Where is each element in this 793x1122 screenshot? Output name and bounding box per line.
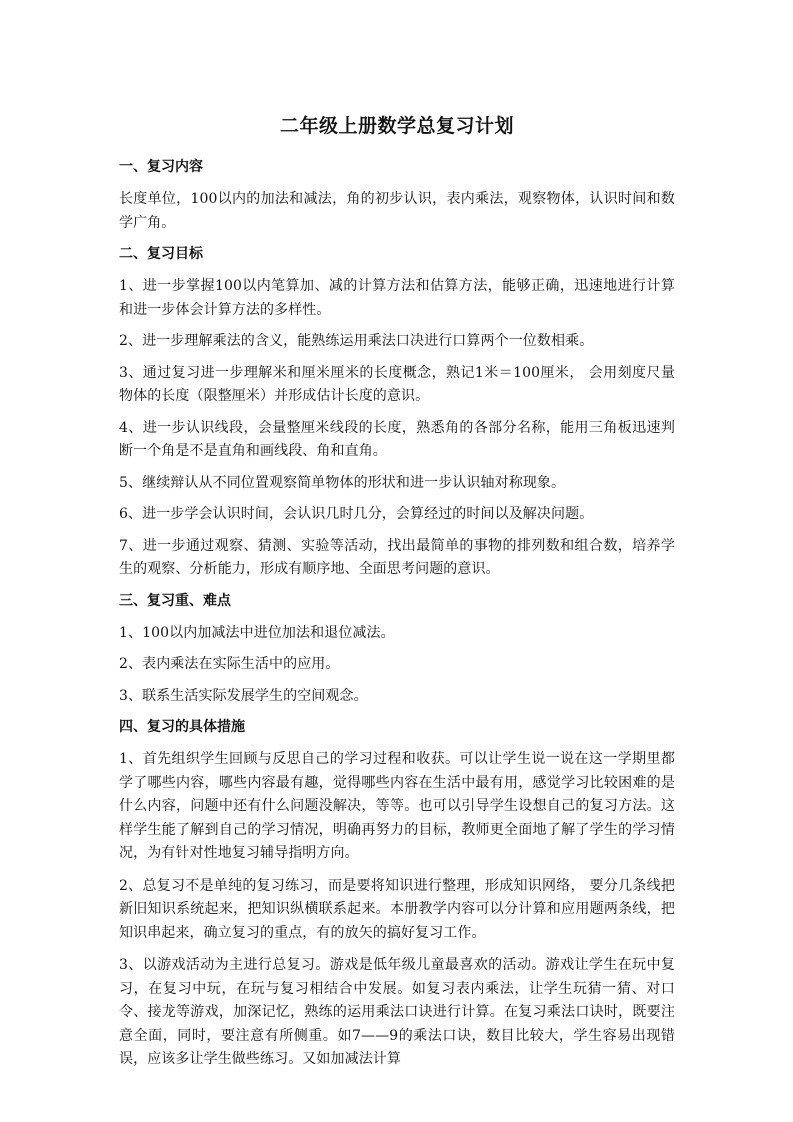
section-heading: 一、复习内容: [119, 159, 203, 175]
paragraph: 长度单位，100以内的加法和减法，角的初步认识，表内乘法，观察物体，认识时间和数学广角。: [119, 191, 675, 231]
section-key-difficult-points: [119, 590, 675, 709]
paragraph: 6、进一步学会认识时间，会认识几时几分，会算经过的时间以及解决问题。: [119, 506, 594, 522]
paragraph: 3、通过复习进一步理解米和厘米厘米的长度概念，熟记1米＝100厘米， 会用刻度尺量物体的长度（限整厘米）并形成估计长度的意识。: [119, 364, 675, 404]
paragraph: 4、进一步认识线段，会量整厘米线段的长度，熟悉角的各部分名称，能用三角板迅速判断一个角是不是直角和画线段、角和直角。: [119, 419, 675, 459]
section-heading: 二、复习目标: [119, 246, 203, 262]
paragraph: 1、进一步掌握100以内笔算加、减的计算方法和估算方法，能够正确，迅速地进行计算和进一步体会计算方法的多样性。: [119, 278, 675, 318]
paragraph: 3、以游戏活动为主进行总复习。游戏是低年级儿童最喜欢的活动。游戏让学生在玩中复习，在复习中玩，在玩与复习相结合中发展。如复习表内乘法，让学生玩猜一猜、对口令、接龙等游戏，加深记忆，熟练的运用乘法口诀进行计算。在复习乘法口诀时，既要注意全面，同时，要注意有所侧重。如7——9的乘法口诀，数目比较大，学生容易出现错误，应该多让学生做些练习。又如加减法计算: [119, 957, 675, 1067]
document-title: 二年级上册数学总复习计划: [279, 115, 514, 137]
paragraph: 1、首先组织学生回顾与反思自己的学习过程和收获。可以让学生说一说在这一学期里都学了哪些内容，哪些内容最有趣，觉得哪些内容在生活中最有用，感觉学习比较困难的是什么内容，问题中还有什么问题没解决，等等。也可以引导学生设想自己的复习方法。这样学生能了解到自己的学习情况，明确再努力的目标，教师更全面地了解了学生的学习情况，为有针对性地复习辅导指明方向。: [119, 751, 675, 861]
section-review-content: [119, 156, 675, 235]
paragraph: 2、总复习不是单纯的复习练习，而是要将知识进行整理，形成知识网络， 要分几条线把新旧知识系统起来，把知识纵横联系起来。本册教学内容可以分计算和应用题两条线，把知识串起来，确立复习的重点，有的放矢的搞好复习工作。: [119, 877, 675, 941]
section-heading: 四、复习的具体措施: [119, 719, 245, 735]
paragraph: 5、继续辩认从不同位置观察简单物体的形状和进一步认识轴对称现象。: [119, 474, 566, 491]
section-heading: 三、复习重、难点: [119, 592, 231, 609]
paragraph: 1、100以内加减法中进位加法和退位减法。: [119, 624, 395, 641]
section-specific-measures: [119, 716, 675, 1072]
paragraph: 2、表内乘法在实际生活中的应用。: [119, 656, 340, 672]
section-review-goals: [119, 243, 675, 582]
paragraph: 2、进一步理解乘法的含义，能熟练运用乘法口决进行口算两个一位数相乘。: [119, 333, 594, 349]
paragraph: 7、进一步通过观察、猜测、实验等活动，找出最简单的事物的排列数和组合数，培养学生的观察、分析能力，形成有顺序地、全面思考问题的意识。: [119, 537, 675, 577]
document-body: [119, 108, 675, 1081]
paragraph: 3、联系生活实际发展学生的空间观念。: [119, 687, 368, 704]
